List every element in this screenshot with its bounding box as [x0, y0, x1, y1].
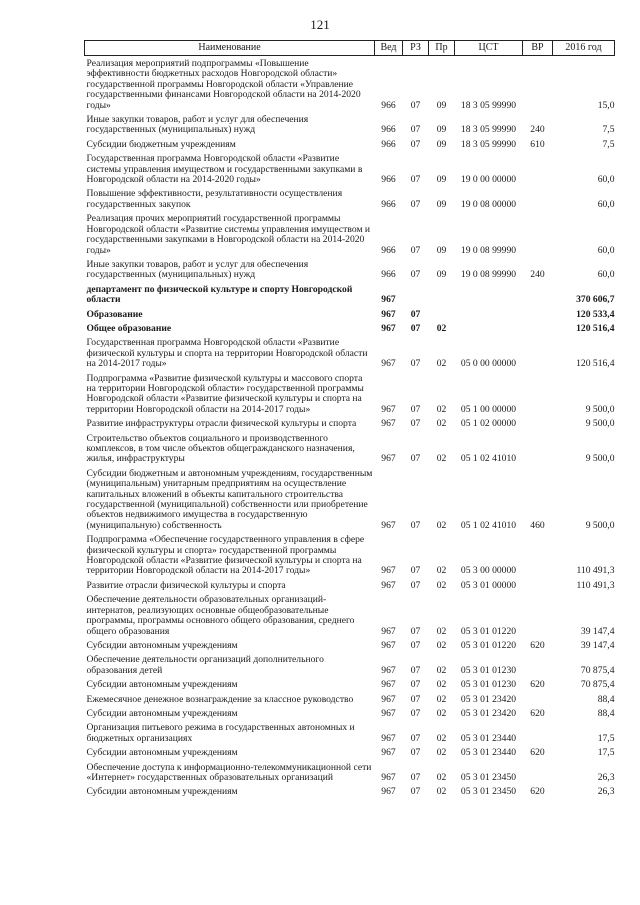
table-row: [85, 532, 615, 578]
table-row: [85, 431, 615, 466]
row-cst: [455, 307, 523, 321]
row-rz: 07: [410, 747, 421, 759]
row-ved: 967: [381, 294, 396, 306]
column-header-rz: РЗ: [403, 41, 429, 56]
row-cst: 05 3 01 23440: [460, 732, 517, 744]
row-cst: 19 0 08 00000: [460, 198, 517, 210]
row-ved: 966: [381, 174, 396, 186]
row-pr: 02: [436, 639, 447, 651]
row-vr: [523, 592, 553, 638]
table-row: [85, 282, 615, 307]
row-rz: 07: [410, 174, 421, 186]
row-ved: 967: [381, 358, 396, 370]
column-header-year: 2016 год: [553, 41, 615, 56]
row-pr: 09: [436, 124, 447, 136]
row-cst: 19 0 08 99990: [460, 269, 517, 281]
table-row: [85, 151, 615, 186]
row-vr: 620: [530, 639, 545, 651]
row-rz: 07: [410, 403, 421, 415]
row-vr: [523, 760, 553, 785]
row-vr: [523, 371, 553, 417]
row-cst: [455, 321, 523, 335]
table-row: [85, 211, 615, 257]
row-rz: 07: [410, 244, 421, 256]
row-ved: 966: [381, 99, 396, 111]
row-rz: 07: [410, 625, 421, 637]
row-rz: 07: [410, 198, 421, 210]
row-vr: [523, 652, 553, 677]
row-name: Субсидии автономным учреждениям: [86, 707, 238, 719]
row-rz: 07: [410, 99, 421, 111]
row-vr: [523, 416, 553, 430]
row-cst: 18 3 05 99990: [460, 124, 517, 136]
row-cst: 05 3 01 23420: [460, 693, 517, 705]
table-row: [85, 677, 615, 691]
row-amount: 60,0: [597, 174, 615, 186]
row-amount: 7,5: [602, 124, 615, 136]
row-cst: 05 3 01 01220: [460, 625, 517, 637]
row-vr: [523, 335, 553, 370]
row-name: Государственная программа Новгородской области «Развитие системы управления имуществом и государственными закупками в Новгородской области на 2014-2020 годы»: [86, 153, 363, 186]
row-name: Общее образование: [86, 322, 172, 334]
row-name: Субсидии автономным учреждениям: [86, 747, 238, 759]
row-rz: 07: [410, 322, 421, 334]
row-vr: [523, 282, 553, 307]
row-vr: 620: [530, 747, 545, 759]
row-rz: 07: [410, 679, 421, 691]
row-pr: 09: [436, 174, 447, 186]
row-amount: 26,3: [597, 771, 615, 783]
row-ved: 967: [381, 418, 396, 430]
row-pr: 02: [436, 664, 447, 676]
row-name: Обеспечение деятельности организаций дополнительного образования детей: [86, 654, 324, 676]
row-rz: [403, 282, 429, 307]
row-ved: 967: [381, 403, 396, 415]
row-cst: 18 3 05 99990: [460, 138, 517, 150]
table-row: [85, 784, 615, 798]
row-vr: [523, 578, 553, 592]
column-header-cst: ЦСТ: [455, 41, 523, 56]
row-amount: 88,4: [597, 693, 615, 705]
row-cst: 19 0 00 00000: [460, 174, 517, 186]
row-amount: 9 500,0: [585, 453, 615, 465]
row-vr: 620: [530, 679, 545, 691]
row-rz: 07: [410, 358, 421, 370]
row-vr: [523, 307, 553, 321]
row-amount: 70 875,4: [580, 679, 615, 691]
row-amount: 110 491,3: [576, 579, 615, 591]
row-cst: 18 3 05 99990: [460, 99, 517, 111]
row-ved: 966: [381, 198, 396, 210]
row-rz: 07: [410, 693, 421, 705]
row-cst: 05 3 01 23450: [460, 771, 517, 783]
row-amount: 26,3: [597, 786, 615, 798]
row-ved: 967: [381, 786, 396, 798]
row-name: Иные закупки товаров, работ и услуг для обеспечения государственных (муниципальных) нужд: [86, 258, 309, 281]
table-row: [85, 720, 615, 745]
row-vr: 620: [530, 707, 545, 719]
row-name: Развитие отрасли физической культуры и спорта: [86, 579, 286, 591]
row-amount: 60,0: [597, 244, 615, 256]
table-row: [85, 466, 615, 532]
row-cst: 05 3 01 01230: [460, 664, 517, 676]
row-rz: 07: [410, 732, 421, 744]
row-ved: 967: [381, 519, 396, 531]
budget-table: [84, 40, 615, 799]
table-row: [85, 307, 615, 321]
row-pr: 02: [436, 693, 447, 705]
row-amount: 9 500,0: [585, 403, 615, 415]
row-amount: 9 500,0: [585, 519, 615, 531]
row-cst: [455, 282, 523, 307]
row-vr: 240: [530, 269, 545, 281]
row-pr: 02: [436, 732, 447, 744]
row-ved: 967: [381, 771, 396, 783]
row-cst: 05 1 02 00000: [460, 418, 517, 430]
row-vr: 240: [530, 124, 545, 136]
row-cst: 05 0 00 00000: [460, 358, 517, 370]
row-rz: 07: [410, 453, 421, 465]
row-rz: 07: [410, 639, 421, 651]
table-row: [85, 592, 615, 638]
row-ved: 967: [381, 565, 396, 577]
row-rz: 07: [410, 418, 421, 430]
row-amount: 120 516,4: [576, 322, 615, 334]
row-amount: 9 500,0: [585, 418, 615, 430]
row-name: Обеспечение доступа к информационно-телекоммуникационной сети «Интернет» государственных образовательных организаций: [86, 761, 372, 783]
row-ved: 967: [381, 707, 396, 719]
row-rz: 07: [410, 579, 421, 591]
page-number: 121: [310, 17, 330, 32]
row-pr: 09: [436, 244, 447, 256]
table-row: [85, 56, 615, 113]
row-name: Государственная программа Новгородской области «Развитие физической культуры и спорта на территории Новгородской области на 2014-2017 годы»: [86, 337, 368, 370]
table-row: [85, 760, 615, 785]
row-pr: 02: [436, 358, 447, 370]
row-name: Обеспечение деятельности образовательных организаций-интернатов, реализующих основные общеобразовательные программы, программы основного общего образования, среднего общего образования: [86, 594, 355, 637]
column-header-pr: Пр: [429, 41, 455, 56]
row-pr: [429, 282, 455, 307]
row-rz: 07: [410, 565, 421, 577]
row-ved: 966: [381, 124, 396, 136]
row-ved: 967: [381, 322, 396, 334]
column-header-ved: Вед: [375, 41, 403, 56]
row-pr: 02: [436, 418, 447, 430]
row-ved: 967: [381, 308, 396, 320]
row-cst: 05 3 01 23450: [460, 786, 517, 798]
row-name: Реализация прочих мероприятий государственной программы Новгородской области «Развитие системы управления имуществом и государственными закупками в Новгородской области на 2014-2020 годы»: [86, 213, 371, 256]
row-name: Подпрограмма «Развитие физической культуры и массового спорта на территории Новгородской области» государственной программы Новгородской области «Развитие физической культуры и спорта на территории Новгородской области на 2014-2017 годы»: [86, 372, 364, 415]
row-amount: 110 491,3: [576, 565, 615, 577]
row-pr: 02: [436, 565, 447, 577]
row-amount: 17,5: [597, 732, 615, 744]
row-name: Подпрограмма «Обеспечение государственного управления в сфере физической культуры и спорта» государственной программы Новгородской области «Развитие физической культуры и спорта на территории Новгородской области на 2014-2017 годы»: [86, 534, 365, 577]
row-amount: 17,5: [597, 747, 615, 759]
row-pr: 02: [436, 519, 447, 531]
row-rz: 07: [410, 771, 421, 783]
row-cst: 05 3 01 01220: [460, 639, 517, 651]
row-rz: 07: [410, 124, 421, 136]
row-ved: 966: [381, 244, 396, 256]
row-amount: 60,0: [597, 198, 615, 210]
row-ved: 967: [381, 747, 396, 759]
row-pr: 02: [436, 747, 447, 759]
table-row: [85, 112, 615, 137]
row-name: Повышение эффективности, результативности осуществления государственных закупок: [86, 188, 343, 210]
row-pr: 02: [436, 403, 447, 415]
row-amount: 70 875,4: [580, 664, 615, 676]
row-pr: [429, 307, 455, 321]
row-rz: 07: [410, 519, 421, 531]
row-cst: 05 3 01 23440: [460, 747, 517, 759]
table-row: [85, 416, 615, 430]
table-row: [85, 745, 615, 759]
row-ved: 967: [381, 693, 396, 705]
row-pr: 02: [436, 625, 447, 637]
row-rz: 07: [410, 308, 421, 320]
row-amount: 39 147,4: [580, 639, 615, 651]
row-cst: 05 3 01 00000: [460, 579, 517, 591]
row-name: Строительство объектов социального и производственного комплексов, в том числе объектов общегражданского назначения, жилья, инфраструктуры: [86, 432, 355, 465]
row-cst: 05 3 00 00000: [460, 565, 517, 577]
row-pr: 02: [436, 579, 447, 591]
row-ved: 967: [381, 625, 396, 637]
row-amount: 15,0: [597, 99, 615, 111]
row-name: Организация питьевого режима в государственных автономных и бюджетных организациях: [86, 722, 355, 744]
row-amount: 88,4: [597, 707, 615, 719]
row-amount: 7,5: [602, 138, 615, 150]
table-row: [85, 186, 615, 211]
column-header-name: Наименование: [85, 41, 375, 56]
row-vr: 460: [530, 519, 545, 531]
row-cst: 19 0 08 99990: [460, 244, 517, 256]
row-name: Субсидии автономным учреждениям: [86, 639, 238, 651]
table-row: [85, 706, 615, 720]
row-pr: 02: [436, 453, 447, 465]
row-pr: 02: [436, 786, 447, 798]
row-name: Образование: [86, 308, 143, 320]
row-rz: 07: [410, 269, 421, 281]
table-row: [85, 652, 615, 677]
row-name: Субсидии автономным учреждениям: [86, 679, 238, 691]
row-ved: 966: [381, 269, 396, 281]
row-rz: 07: [410, 138, 421, 150]
row-pr: 02: [436, 322, 447, 334]
row-amount: 39 147,4: [580, 625, 615, 637]
row-name: Иные закупки товаров, работ и услуг для обеспечения государственных (муниципальных) нужд: [86, 114, 309, 136]
row-pr: 02: [436, 707, 447, 719]
row-cst: 05 1 02 41010: [460, 519, 517, 531]
row-amount: 120 516,4: [576, 358, 615, 370]
row-pr: 02: [436, 771, 447, 783]
row-vr: [523, 211, 553, 257]
row-ved: 967: [381, 579, 396, 591]
row-pr: 09: [436, 138, 447, 150]
row-name: Ежемесячное денежное вознаграждение за классное руководство: [86, 693, 354, 705]
row-pr: 09: [436, 198, 447, 210]
row-pr: 09: [436, 99, 447, 111]
row-amount: 370 606,7: [576, 294, 615, 306]
table-row: [85, 137, 615, 151]
row-ved: 967: [381, 679, 396, 691]
row-vr: [523, 431, 553, 466]
row-rz: 07: [410, 707, 421, 719]
row-name: Развитие инфраструктуры отрасли физической культуры и спорта: [86, 418, 357, 430]
row-vr: [523, 321, 553, 335]
table-row: [85, 692, 615, 706]
row-ved: 967: [381, 453, 396, 465]
table-row: [85, 638, 615, 652]
row-amount: 60,0: [597, 269, 615, 281]
table-row: [85, 321, 615, 335]
row-vr: 620: [530, 786, 545, 798]
row-pr: 09: [436, 269, 447, 281]
row-rz: 07: [410, 786, 421, 798]
row-ved: 967: [381, 732, 396, 744]
row-ved: 967: [381, 664, 396, 676]
row-ved: 967: [381, 639, 396, 651]
row-name: Субсидии автономным учреждениям: [86, 786, 238, 798]
row-vr: [523, 151, 553, 186]
row-cst: 05 1 02 41010: [460, 453, 517, 465]
row-cst: 05 1 00 00000: [460, 403, 517, 415]
row-vr: [523, 532, 553, 578]
row-rz: 07: [410, 664, 421, 676]
row-vr: [523, 186, 553, 211]
row-vr: [523, 692, 553, 706]
row-cst: 05 3 01 23420: [460, 707, 517, 719]
row-ved: 966: [381, 138, 396, 150]
row-cst: 05 3 01 01230: [460, 679, 517, 691]
column-header-vr: ВР: [523, 41, 553, 56]
row-name: Субсидии бюджетным учреждениям: [86, 138, 236, 150]
row-amount: 120 533,4: [576, 308, 615, 320]
table-header: [85, 41, 615, 56]
table-row: [85, 257, 615, 282]
table-row: [85, 578, 615, 592]
table-row: [85, 371, 615, 417]
row-name: департамент по физической культуре и спорту Новгородской области: [86, 283, 353, 306]
row-name: Реализация мероприятий подпрограммы «Повышение эффективности бюджетных расходов Новгородской области» государственной программы Новгородской области «Управление государственными финансами Новгородской области на 2014-2020 годы»: [86, 58, 361, 111]
table-row: [85, 335, 615, 370]
row-vr: 610: [530, 138, 545, 150]
row-vr: [523, 720, 553, 745]
row-vr: [523, 56, 553, 113]
row-name: Субсидии бюджетным и автономным учреждениям, государственным (муниципальным) унитарным предприятиям на осуществление капитальных вложений в объекты капитального строительства государственной (муниципальной) собственности или приобретение объектов недвижимого имущества в государственную (муниципальную) собственность: [86, 467, 373, 531]
row-pr: 02: [436, 679, 447, 691]
